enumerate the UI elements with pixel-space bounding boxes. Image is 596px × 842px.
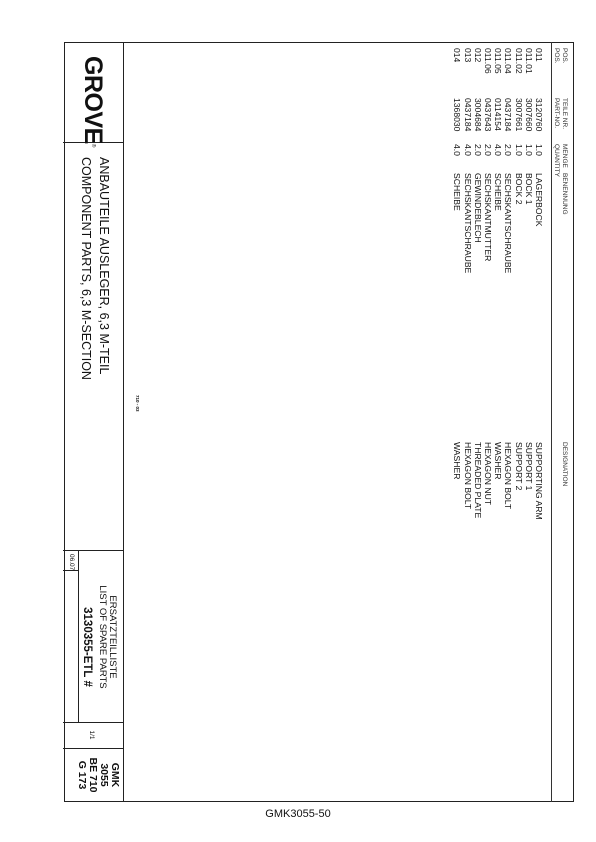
column-quantity [452, 144, 544, 156]
column-benennung [452, 173, 544, 273]
header-name-de: BENENNUNG [561, 173, 568, 215]
table-cell-part: 3007661 [513, 98, 524, 132]
table-cell-name-de: GEWINDEBLECH [472, 173, 483, 243]
rotated-page-content [64, 42, 574, 802]
table-cell-part: 0437184 [462, 98, 473, 132]
title-block-divider [63, 550, 123, 551]
table-cell-name-en: WASHER [493, 442, 504, 480]
list-title-english: LIST OF SPARE PARTS [97, 585, 108, 689]
table-cell-name-de: SCHEIBE [452, 173, 463, 211]
table-cell-qty: 1.0 [513, 144, 524, 156]
table-cell-name-de: SECHSKANTMUTTER [482, 173, 493, 262]
table-cell-qty: 4.0 [493, 144, 504, 156]
header-qty-de: MENGE [561, 144, 568, 168]
column-pos [452, 48, 544, 74]
title-block-divider [63, 748, 123, 749]
table-cell-part: 3004684 [472, 98, 483, 132]
table-cell-name-en: SUPPORT 2 [513, 442, 524, 491]
part-list-number: 3130355-ETL # [81, 607, 93, 687]
title-block-divider [78, 550, 79, 722]
drawing-code: 710 - 03 [135, 395, 140, 412]
table-cell-pos: 014 [452, 48, 463, 63]
list-title-german: ERSATZTEILLISTE [107, 595, 118, 679]
title-german: ANBAUTEILE AUSLEGER, 6,3 M-TEIL [97, 157, 111, 375]
table-cell-qty: 1.0 [523, 144, 534, 156]
header-qty-en: QUANTITY [553, 144, 561, 177]
header-part-no [553, 98, 568, 129]
table-cell-name-en: HEXAGON BOLT [503, 442, 514, 510]
table-cell-part: 3007660 [523, 98, 534, 132]
table-cell-qty: 1.0 [534, 144, 544, 156]
table-cell-name-de: SECHSKANTSCHRAUBE [462, 173, 473, 274]
page-footer: GMK3055-50 [265, 808, 331, 820]
be-code: BE 710 [87, 757, 99, 793]
header-pos-de: POS. [561, 48, 568, 64]
table-cell-part: 0437643 [482, 98, 493, 132]
header-designation [561, 442, 569, 486]
table-cell-name-en: THREADED PLATE [472, 442, 483, 519]
sheet-number: 1/1 [88, 730, 95, 740]
table-cell-pos: 011 [534, 48, 544, 62]
table-cell-pos: 011.01 [523, 48, 534, 74]
grove-logo [77, 56, 109, 147]
table-cell-pos: 012 [472, 48, 483, 63]
model-identifier [76, 750, 120, 800]
header-quantity [553, 144, 568, 177]
table-cell-qty: 2.0 [472, 144, 483, 156]
title-english: COMPONENT PARTS, 6,3 M-SECTION [79, 157, 93, 380]
table-cell-pos: 013 [462, 48, 473, 63]
table-cell-name-de: SCHEIBE [493, 173, 504, 211]
logo-registered-mark: ® [90, 143, 96, 147]
g-code: G 173 [76, 760, 88, 790]
table-cell-name-de: BOCK 1 [523, 173, 534, 205]
header-part-de: TEILE NR. [561, 98, 568, 130]
header-benennung [561, 173, 569, 215]
table-cell-name-en: WASHER [452, 442, 463, 480]
table-cell-name-en: SUPPORT 1 [523, 442, 534, 491]
table-cell-qty: 2.0 [503, 144, 514, 156]
header-pos [553, 48, 568, 64]
title-block-divider [63, 722, 123, 723]
table-cell-part: 0437184 [503, 98, 514, 132]
table-cell-pos: 011.04 [503, 48, 514, 74]
page-frame [64, 42, 574, 802]
issue-date: 06.07 [68, 554, 75, 571]
header-pos-en: POS. [553, 48, 561, 64]
table-cell-part: 3120760 [534, 98, 544, 132]
logo-text: GROVE [79, 56, 107, 144]
model-name: GMK 3055 [98, 762, 121, 788]
table-cell-name-de: LAGERBOCK [534, 173, 544, 227]
table-cell-name-en: HEXAGON BOLT [462, 442, 473, 510]
table-cell-part: 1368030 [452, 98, 463, 132]
table-cell-name-de: SECHSKANTSCHRAUBE [503, 173, 514, 274]
table-cell-pos: 011.05 [493, 48, 504, 74]
column-part-no [452, 98, 544, 131]
table-cell-qty: 4.0 [452, 144, 463, 156]
title-block [63, 42, 140, 802]
table-cell-name-en: HEXAGON NUT [482, 442, 493, 506]
header-divider [551, 42, 552, 802]
table-cell-name-de: BOCK 2 [513, 173, 524, 205]
table-cell-qty: 4.0 [462, 144, 473, 156]
header-designation-en: DESIGNATION [561, 442, 568, 487]
table-cell-qty: 2.0 [482, 144, 493, 156]
table-cell-pos: 011.02 [513, 48, 524, 74]
table-cell-part: 0114154 [493, 98, 504, 131]
header-part-en: PART-NO. [553, 98, 561, 129]
table-cell-pos: 011.06 [482, 48, 493, 74]
table-cell-name-en: SUPPORTING ARM [534, 442, 544, 520]
column-designation [452, 442, 544, 520]
